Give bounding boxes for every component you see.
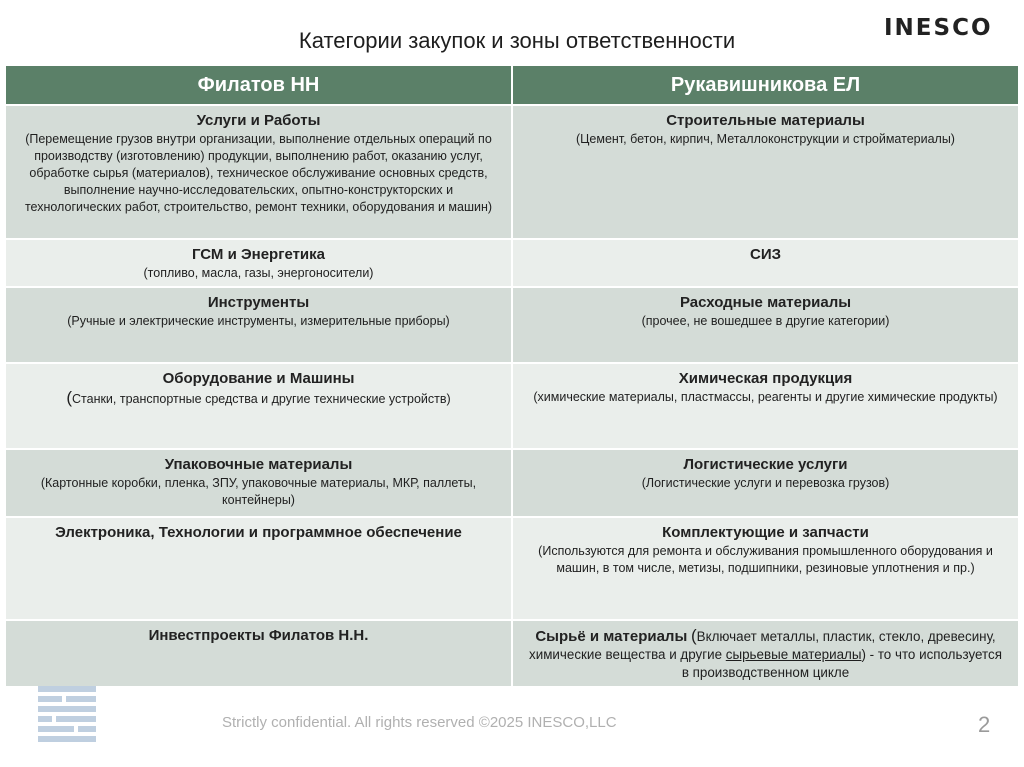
table-row: [6, 363, 1018, 449]
category-name: Расходные материалы: [679, 294, 852, 311]
category-description: (химические материалы, пластмассы, реагенты и другие химические продукты): [533, 390, 998, 404]
category-cell: [512, 239, 1018, 287]
category-cell: [6, 105, 512, 239]
category-description: (Цемент, бетон, кирпич, Металлоконструкции и стройматериалы): [576, 132, 955, 146]
table-row: [6, 239, 1018, 287]
category-cell: [6, 620, 512, 686]
open-parenthesis: (: [66, 388, 72, 407]
category-description: (топливо, масла, газы, энергоносители): [143, 266, 374, 280]
table-row: [6, 449, 1018, 517]
category-description: (Ручные и электрические инструменты, измерительные приборы): [67, 314, 450, 328]
categories-table: [6, 66, 1018, 686]
category-name: Сырьё и материалы: [535, 628, 688, 645]
category-description-part: ) - то что используется в производственном цикле: [681, 647, 1002, 680]
brick-logo-icon: [38, 686, 96, 744]
category-description: (Используются для ремонта и обслуживания промышленного оборудования и машин, в том числе, метизы, подшипники, резиновые уплотнения и пр.): [538, 544, 993, 575]
table-row: [6, 517, 1018, 620]
page-number: 2: [978, 712, 991, 737]
category-cell: [512, 105, 1018, 239]
category-cell: [6, 363, 512, 449]
table-header-row: [6, 66, 1018, 105]
table-row: [6, 105, 1018, 239]
category-description: (Логистические услуги и перевозка грузов): [641, 476, 890, 490]
open-parenthesis: (: [691, 626, 697, 645]
category-description-part: Включает металлы, пластик, стекло, древесину, химические вещества и другие: [529, 629, 996, 662]
category-name: Строительные материалы: [666, 112, 865, 129]
category-description-text: Станки, транспортные средства и другие технические устройств): [72, 392, 451, 406]
column-header-rukavishnikova: Рукавишникова ЕЛ: [512, 66, 1018, 105]
category-cell: [6, 287, 512, 363]
category-name: Комплектующие и запчасти: [662, 524, 869, 541]
category-name: Электроника, Технологии и программное обеспечение: [55, 524, 462, 541]
footer-confidential: Strictly confidential. All rights reserved ©2025 INESCO,LLC: [222, 714, 617, 731]
category-name: ГСМ и Энергетика: [191, 246, 326, 263]
category-cell: [6, 449, 512, 517]
category-name: Инвестпроекты Филатов Н.Н.: [148, 627, 369, 644]
category-description: (прочее, не вошедшее в другие категории): [641, 314, 890, 328]
column-header-filatov: Филатов НН: [6, 66, 512, 105]
category-name: Упаковочные материалы: [164, 456, 353, 473]
table-row: [6, 620, 1018, 686]
inesco-logo: INESCO: [884, 15, 993, 41]
category-cell: [512, 287, 1018, 363]
category-description: (Картонные коробки, пленка, ЗПУ, упаковочные материалы, МКР, паллеты, контейнеры): [40, 476, 477, 507]
page-title: Категории закупок и зоны ответственности: [298, 28, 736, 53]
table-row: [6, 287, 1018, 363]
category-cell: [512, 620, 1018, 686]
category-name: Химическая продукция: [678, 370, 853, 387]
raw-materials-link[interactable]: сырьевые материалы: [725, 647, 862, 662]
category-cell: [512, 363, 1018, 449]
category-description: [18, 389, 499, 408]
category-description: (Перемещение грузов внутри организации, выполнение отдельных операций по производству (изготовлению) продукции, выполнению работ, оказанию услуг, обработке сырья (материалов), техническое обслуживание основных средств, выполнение научно-исследовательских, опытно-конструкторских и технологических работ, строительство, ремонт техники, оборудования и машин): [24, 132, 493, 214]
category-cell: [6, 239, 512, 287]
category-name: СИЗ: [749, 246, 781, 263]
category-cell: [6, 517, 512, 620]
category-name: Инструменты: [207, 294, 310, 311]
category-name-with-description: [525, 627, 1006, 682]
category-cell: [512, 449, 1018, 517]
category-name: Услуги и Работы: [196, 112, 321, 129]
category-name: Логистические услуги: [683, 456, 848, 473]
category-cell: [512, 517, 1018, 620]
category-name: Оборудование и Машины: [162, 370, 355, 387]
